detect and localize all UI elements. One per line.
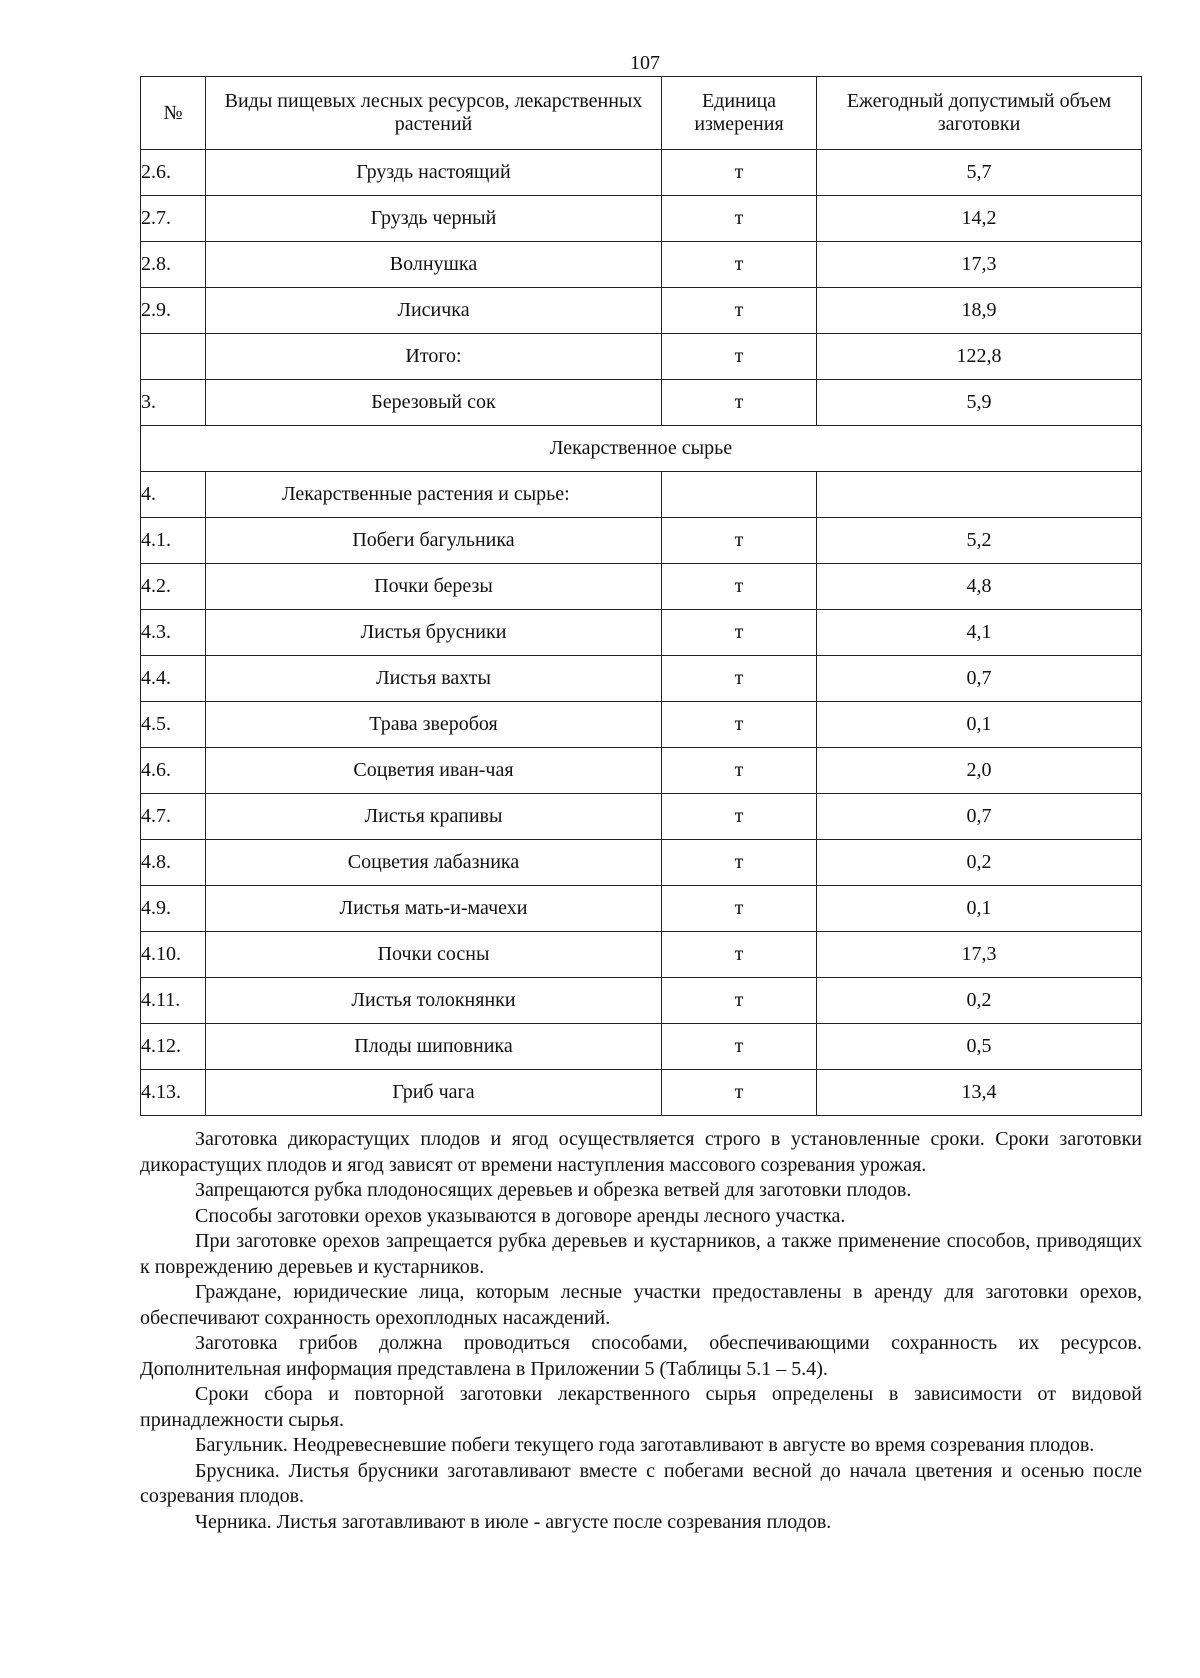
paragraph: При заготовке орехов запрещается рубка деревьев и кустарников, а также применение способов, приводящих к повреждению деревьев и кустарников.: [140, 1230, 1142, 1278]
cell-unit: т: [662, 932, 817, 978]
cell-name: Побеги багульника: [206, 518, 662, 564]
cell-name: Груздь черный: [206, 196, 662, 242]
cell-num: 4.9.: [141, 886, 206, 932]
cell-name: Почки сосны: [206, 932, 662, 978]
cell-volume: 2,0: [817, 748, 1142, 794]
table-section-row: [141, 426, 1142, 472]
header-unit: Единица измерения: [662, 77, 817, 150]
cell-unit: т: [662, 1070, 817, 1116]
cell-num: 4.3.: [141, 610, 206, 656]
table-header-row: [141, 77, 1142, 150]
cell-unit: т: [662, 150, 817, 196]
cell-volume: 122,8: [817, 334, 1142, 380]
table-row: [141, 840, 1142, 886]
table-row: [141, 518, 1142, 564]
table-row: [141, 748, 1142, 794]
cell-num: 4.1.: [141, 518, 206, 564]
table-row: [141, 656, 1142, 702]
table-row: [141, 932, 1142, 978]
paragraph: Заготовка дикорастущих плодов и ягод осуществляется строго в установленные сроки. Сроки заготовки дикорастущих плодов и ягод зависят от времени наступления массового созревания урожая.: [140, 1128, 1142, 1176]
paragraph: Брусника. Листья брусники заготавливают вместе с побегами весной до начала цветения и осенью после созревания плодов.: [140, 1459, 1142, 1507]
cell-volume: 0,1: [817, 702, 1142, 748]
cell-num: 4.10.: [141, 932, 206, 978]
cell-unit: т: [662, 840, 817, 886]
cell-volume: 4,8: [817, 564, 1142, 610]
table-row: [141, 978, 1142, 1024]
cell-volume: 17,3: [817, 242, 1142, 288]
cell-num: 4.: [141, 472, 206, 518]
cell-unit: т: [662, 794, 817, 840]
cell-unit: т: [662, 656, 817, 702]
cell-volume: 0,7: [817, 794, 1142, 840]
cell-volume: 5,9: [817, 380, 1142, 426]
cell-num: 2.6.: [141, 150, 206, 196]
cell-volume: 0,1: [817, 886, 1142, 932]
cell-volume: 0,2: [817, 840, 1142, 886]
cell-unit: т: [662, 380, 817, 426]
cell-num: 2.9.: [141, 288, 206, 334]
cell-name: Почки березы: [206, 564, 662, 610]
table-row: [141, 242, 1142, 288]
table-group-row: [141, 472, 1142, 518]
table-row: [141, 610, 1142, 656]
cell-name: Березовый сок: [206, 380, 662, 426]
paragraph: Граждане, юридические лица, которым лесные участки предоставлены в аренду для заготовки орехов, обеспечивают сохранность орехоплодных насаждений.: [140, 1281, 1142, 1329]
cell-name: Листья мать-и-мачехи: [206, 886, 662, 932]
section-title: Лекарственное сырье: [141, 426, 1142, 472]
cell-name: Соцветия лабазника: [206, 840, 662, 886]
cell-name: Груздь настоящий: [206, 150, 662, 196]
cell-num: 4.8.: [141, 840, 206, 886]
cell-name: Итого:: [206, 334, 662, 380]
cell-num: 3.: [141, 380, 206, 426]
page-number: 107: [630, 52, 660, 74]
cell-num: 4.11.: [141, 978, 206, 1024]
cell-num: 2.8.: [141, 242, 206, 288]
table-row: [141, 288, 1142, 334]
cell-name: Волнушка: [206, 242, 662, 288]
cell-unit: [662, 472, 817, 518]
cell-name: Соцветия иван-чая: [206, 748, 662, 794]
cell-volume: 18,9: [817, 288, 1142, 334]
table-row: [141, 794, 1142, 840]
paragraph: Черника. Листья заготавливают в июле - августе после созревания плодов.: [195, 1510, 832, 1533]
cell-unit: т: [662, 1024, 817, 1070]
cell-unit: т: [662, 702, 817, 748]
cell-name: Листья толокнянки: [206, 978, 662, 1024]
table-row: [141, 1024, 1142, 1070]
cell-name: Листья вахты: [206, 656, 662, 702]
cell-unit: т: [662, 610, 817, 656]
resources-table: [140, 76, 1142, 1116]
cell-name: Гриб чага: [206, 1070, 662, 1116]
cell-volume: 0,5: [817, 1024, 1142, 1070]
cell-volume: 14,2: [817, 196, 1142, 242]
cell-unit: т: [662, 334, 817, 380]
table-row: [141, 380, 1142, 426]
table-row: [141, 1070, 1142, 1116]
cell-unit: т: [662, 242, 817, 288]
cell-name: Лекарственные растения и сырье:: [206, 472, 662, 518]
cell-num: 4.12.: [141, 1024, 206, 1070]
paragraph: Сроки сбора и повторной заготовки лекарственного сырья определены в зависимости от видовой принадлежности сырья.: [140, 1383, 1142, 1431]
cell-unit: т: [662, 288, 817, 334]
paragraph: Способы заготовки орехов указываются в договоре аренды лесного участка.: [195, 1204, 846, 1227]
cell-unit: т: [662, 748, 817, 794]
header-name: Виды пищевых лесных ресурсов, лекарственных растений: [206, 77, 662, 150]
table-row: [141, 196, 1142, 242]
table-row: [141, 564, 1142, 610]
cell-volume: 0,7: [817, 656, 1142, 702]
paragraph: Багульник. Неодревесневшие побеги текущего года заготавливают в августе во время созревания плодов.: [195, 1434, 1095, 1456]
cell-unit: т: [662, 886, 817, 932]
cell-num: 4.4.: [141, 656, 206, 702]
body-text: [140, 1127, 1142, 1535]
table-row: [141, 702, 1142, 748]
table-row: [141, 150, 1142, 196]
cell-volume: 5,7: [817, 150, 1142, 196]
cell-volume: [817, 472, 1142, 518]
paragraph: Заготовка грибов должна проводиться способами, обеспечивающими сохранность их ресурсов. Дополнительная информация представлена в Приложении 5 (Таблицы 5.1 – 5.4).: [140, 1332, 1142, 1380]
table-row: [141, 886, 1142, 932]
cell-volume: 5,2: [817, 518, 1142, 564]
cell-volume: 17,3: [817, 932, 1142, 978]
paragraph: Запрещаются рубка плодоносящих деревьев и обрезка ветвей для заготовки плодов.: [195, 1179, 912, 1201]
table-row-total: [141, 334, 1142, 380]
cell-volume: 0,2: [817, 978, 1142, 1024]
cell-name: Лисичка: [206, 288, 662, 334]
cell-name: Листья крапивы: [206, 794, 662, 840]
header-volume: Ежегодный допустимый объем заготовки: [817, 77, 1142, 150]
cell-volume: 4,1: [817, 610, 1142, 656]
cell-unit: т: [662, 978, 817, 1024]
cell-volume: 13,4: [817, 1070, 1142, 1116]
cell-num: [141, 334, 206, 380]
cell-num: 4.5.: [141, 702, 206, 748]
cell-unit: т: [662, 564, 817, 610]
header-num: №: [141, 77, 206, 150]
cell-num: 4.7.: [141, 794, 206, 840]
cell-name: Трава зверобоя: [206, 702, 662, 748]
cell-name: Листья брусники: [206, 610, 662, 656]
cell-name: Плоды шиповника: [206, 1024, 662, 1070]
cell-unit: т: [662, 518, 817, 564]
cell-num: 4.13.: [141, 1070, 206, 1116]
cell-num: 4.2.: [141, 564, 206, 610]
cell-unit: т: [662, 196, 817, 242]
cell-num: 2.7.: [141, 196, 206, 242]
cell-num: 4.6.: [141, 748, 206, 794]
